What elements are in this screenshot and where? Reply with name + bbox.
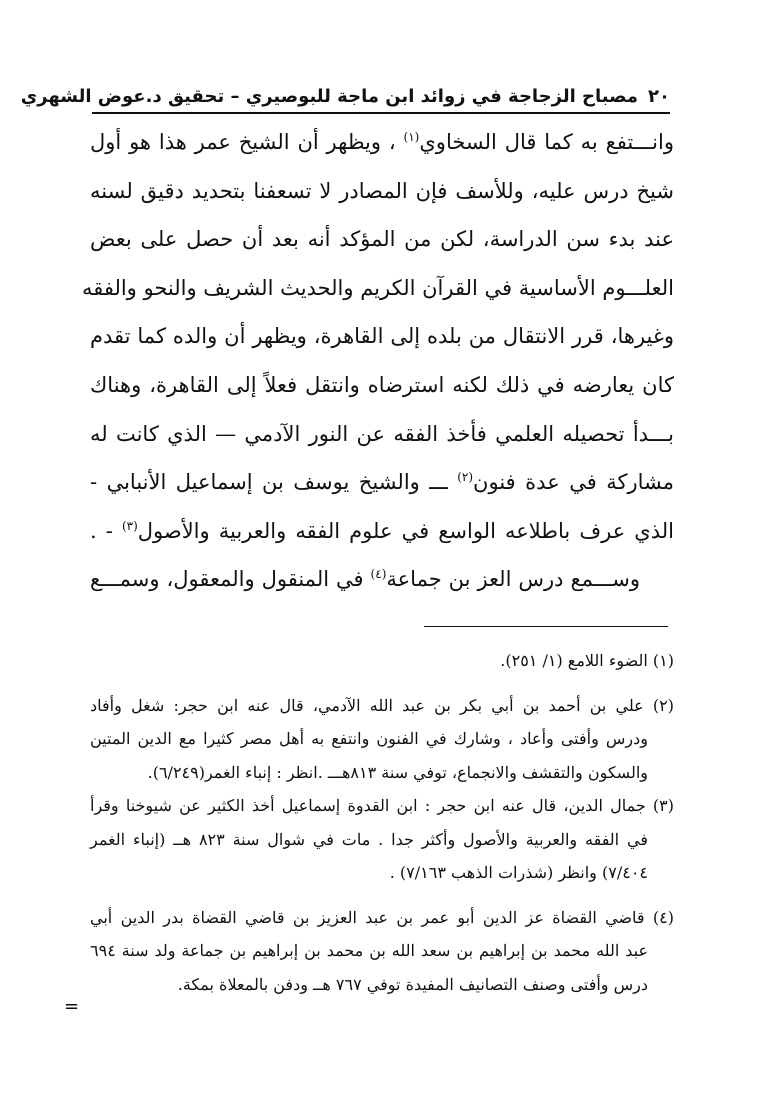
running-title: مصباح الزجاجة في زوائد ابن ماجة للبوصيري – تحقيق د.عوض الشهري: [20, 86, 639, 107]
footnote-line: (٣) جمال الدين، قال عنه ابن حجر : ابن القدوة إسماعيل أخذ الكثير عن شيوخنا وقرأ: [90, 796, 674, 815]
running-header: [20, 84, 670, 110]
continuation-mark: =: [64, 996, 80, 1017]
body-line: وغيرها، قرر الانتقال من بلده إلى القاهرة، ويظهر أن والده كما تقدم: [90, 324, 674, 349]
footnote-line: ٧/٤٠٤) وانظر (شذرات الذهب ٧/١٦٣) .: [389, 863, 648, 882]
footnote-ref[interactable]: (١): [403, 130, 420, 144]
footnote-line: ودرس وأفتى وأعاد ، وشارك في الفنون وانتفع به أهل مصر كثيرا مع الدين المتين: [90, 729, 648, 748]
body-line: العلـــوم الأساسية في القرآن الكريم والحديث الشريف والنحو والفقه: [81, 275, 674, 300]
footnote-2: [90, 689, 674, 790]
body-line: بـــدأ تحصيله العلمي فأخذ الفقه عن النور الآدمي — الذي كانت له: [90, 421, 674, 446]
footnote-4: [90, 901, 674, 1002]
footnote-separator: [424, 626, 668, 627]
footnote-line: (١) الضوء اللامع (١/ ٢٥١).: [500, 651, 674, 670]
header-rule: [92, 112, 670, 114]
body-line: وســـمع درس العز بن جماعة$^{(٤)}$ في المنقول والمعقول، وسمـــع: [90, 567, 640, 592]
body-line: الذي عرف باطلاعه الواسع في علوم الفقه والعربية والأصول$^{(٣)}$ - .: [90, 518, 674, 543]
footnote-line: درس وأفتى وصنف التصانيف المفيدة توفي ٧٦٧ هــ ودفن بالمعلاة بمكة.: [177, 974, 648, 994]
body-line: مشاركة في عدة فنون$^{(٢)}$ ـــ والشيخ يوسف بن إسماعيل الأنبابي -: [90, 470, 674, 495]
body-line: وانـــتفع به كما قال السخاوي$^{(١)}$ ، ويظهر أن الشيخ عمر هذا هو أول: [90, 130, 675, 154]
body-line: عند بدء سن الدراسة، لكن من المؤكد أنه بعد أن حصل على بعض: [90, 227, 674, 252]
footnote-line: عبد الله محمد بن إبراهيم بن سعد الله بن محمد بن إبراهيم بن جماعة ولد سنة ٦٩٤: [90, 941, 648, 960]
body-line: كان يعارضه في ذلك لكنه استرضاه وانتقل فعلاً إلى القاهرة، وهناك: [90, 372, 674, 397]
footnote-1: [90, 644, 674, 678]
footnote-line: والسكون والتقشف والانجماع، توفي سنة ٨١٣هـــ .انظر : إنباء الغمر(٦/٢٤٩).: [147, 762, 648, 782]
footnote-line: (٢) علي بن أحمد بن أبي بكر بن عبد الله الآدمي، قال عنه ابن حجر: شغل وأفاد: [90, 695, 674, 715]
footnote-3: [90, 789, 674, 890]
body-line: شيخ درس عليه، وللأسف فإن المصادر لا تسعفنا بتحديد دقيق لسنه: [90, 178, 674, 203]
footnote-ref[interactable]: (٣): [121, 518, 138, 533]
footnote-line: (٤) قاضي القضاة عز الدين أبو عمر بن عبد العزيز بن قاضي القضاة بدر الدين أبي: [90, 907, 674, 927]
footnotes: [90, 644, 674, 1001]
footnote-ref[interactable]: (٢): [457, 470, 474, 485]
body-text: [81, 118, 675, 604]
page-number: ٢٠: [648, 86, 670, 107]
footnote-ref[interactable]: (٤): [370, 567, 387, 582]
footnote-line: في الفقه والعربية والأصول وأكثر جدا . مات في شوال سنة ٨٢٣ هــ (إنباء الغمر: [90, 829, 648, 849]
